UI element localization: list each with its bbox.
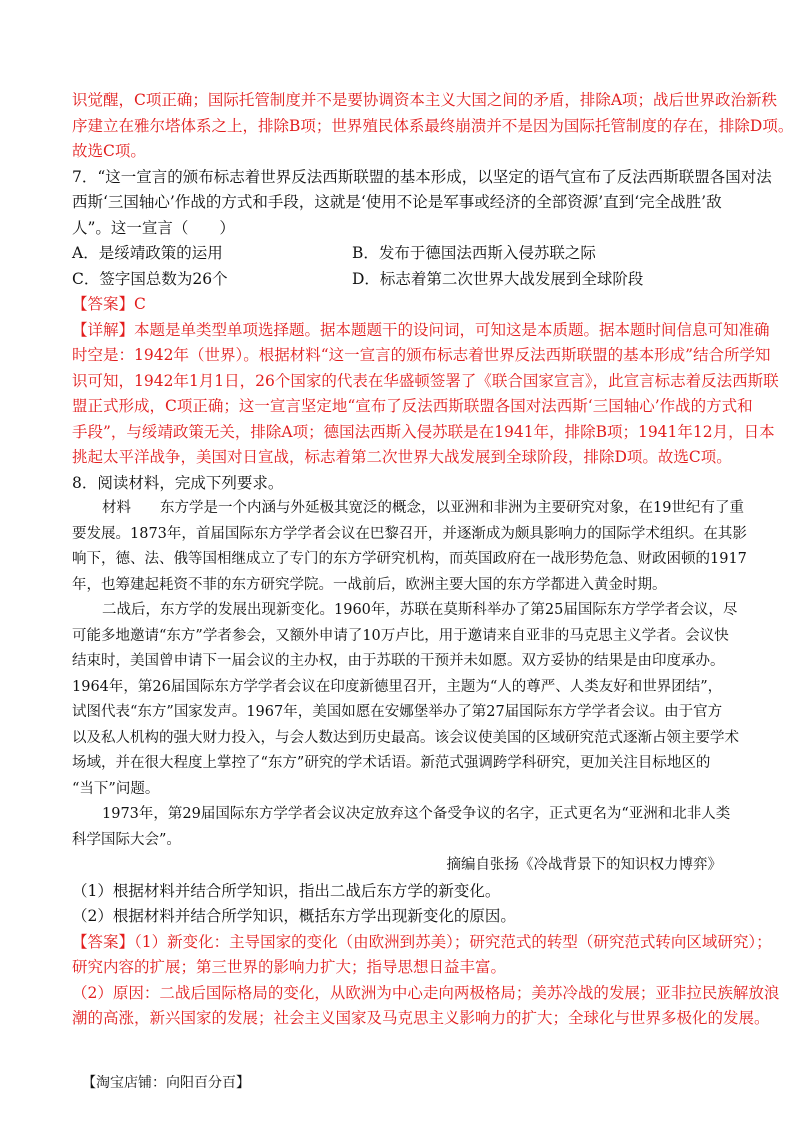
material-label: 材料 [102,500,131,516]
material-line: 场域，并在很大程度上掌控了“东方”研究的学术话语。新范式强调跨学科研究，更加关注目标地区的 [72,755,711,771]
material-line: 结束时，美国曾申请下一届会议的主办权，由于苏联的干预并未如愿。双方妥协的结果是由印度承办。 [72,653,725,669]
q8-question-1: （1）根据材料并结合所学知识，指出二战后东方学的新变化。 [72,881,501,900]
q7-explanation-line: 时空是：1942年（世界）。根据材料“这一宣言的颁布标志着世界反法西斯联盟的基本形成”结合所学知 [72,346,771,364]
q7-stem-line: 7．“这一宣言的颁布标志着世界反法西斯联盟的基本形成，以坚定的语气宣布了反法西斯联盟各国对法 [72,167,772,186]
q8-answer-line: 潮的高涨，新兴国家的发展；社会主义国家及马克思主义影响力的扩大；全球化与世界多极化的发展。 [72,1009,770,1027]
q8-answer-line: 研究内容的扩展；第三世界的影响力扩大；指导思想日益丰富。 [72,958,507,976]
material-line: 可能多地邀请“东方”学者参会，又额外申请了10万卢比，用于邀请来自亚非的马克思主义学者。会议快 [72,627,729,644]
prev-explanation-line: 序建立在雅尔塔体系之上，排除B项；世界殖民体系最终崩溃并不是因为国际托管制度的存在，排除D项。 [72,116,794,135]
q7-option-b: B．发布于德国法西斯入侵苏联之际 [352,244,596,262]
q7-explanation-line: 盟正式形成，C项正确；这一宣言坚定地“宣布了反法西斯联盟各国对法西斯‘三国轴心’作战的方式和 [72,397,753,415]
material-first-line [72,496,744,522]
material-line: 响下，德、法、俄等国相继成立了专门的东方学研究机构，而英国政府在一战形势危急、财政困顿的1917 [72,551,747,567]
q8-question-2: （2）根据材料并结合所学知识，概括东方学出现新变化的原因。 [72,907,516,925]
document-page [72,88,794,1032]
material-line: 1964年，第26届国际东方学学者会议在印度新德里召开，主题为“人的尊严、人类友好和世界团结”， [72,678,723,695]
q7-option-c: C．签字国总数为26个 [72,269,228,288]
material-text: 东方学是一个内涵与外延极其宽泛的概念，以亚洲和非洲为主要研究对象，在19世纪有了重 [160,500,744,516]
material-line: 年，也筹建起耗资不菲的东方研究学院。一战前后，欧洲主要大国的东方学都进入黄金时期。 [72,576,667,593]
q8-answer-line: 【答案】（1）新变化：主导国家的变化（由欧洲到苏美）；研究范式的转型（研究范式转向区域研究）； [72,932,772,951]
prev-explanation-line: 故选C项。 [72,142,146,160]
material-line: 二战后，东方学的发展出现新变化。1960年，苏联在莫斯科举办了第25届国际东方学学者会议，尽 [102,602,738,618]
material-source: 摘编自张扬《冷战背景下的知识权力博弈》 [446,857,722,873]
q7-explanation-line: 识可知，1942年1月1日，26个国家的代表在华盛顿签署了《联合国家宣言》，此宣言标志着反法西斯联 [72,371,779,390]
q8-stem: 8．阅读材料，完成下列要求。 [72,473,284,492]
prev-explanation-line: 识觉醒，C项正确；国际托管制度并不是要协调资本主义大国之间的矛盾，排除A项；战后世界政治新秩 [72,91,778,109]
material-line: 科学国际大会”。 [72,831,181,848]
q7-answer: 【答案】C [72,295,146,313]
material-line: 1973年，第29届国际东方学学者会议决定放弃这个备受争议的名字，正式更名为“亚洲和北非人类 [102,806,731,822]
q7-option-a: A．是绥靖政策的运用 [72,244,223,262]
material-line: 以及私人机构的强大财力投入，与会人数达到历史最高。该会议使美国的区域研究范式逐渐占领主要学术 [72,729,739,746]
q7-explanation-line: 挑起太平洋战争，美国对日宣战，标志着第二次世界大战发展到全球阶段，排除D项。故选C项。 [72,448,732,466]
material-line: “当下”问题。 [72,780,160,797]
q8-answer-line: （2）原因：二战后国际格局的变化，从欧洲为中心走向两极格局；美苏冷战的发展；亚非拉民族解放浪 [72,983,780,1002]
q7-options [72,241,732,292]
footer-shop-info: 【淘宝店铺：向阳百分百】 [82,1075,250,1091]
q7-stem-line: 西斯‘三国轴心’作战的方式和手段，这就是‘使用不论是军事或经济的全部资源’直到‘完全战胜’敌 [72,193,722,211]
q7-explanation-line: 【详解】本题是单类型单项选择题。据本题题干的设问词，可知这是本质题。据本题时间信息可知准确 [72,320,770,339]
material-line: 试图代表“东方”国家发声。1967年，美国如愿在安娜堡举办了第27届国际东方学学者会议。由于官方 [72,704,723,720]
material-line: 要发展。1873年，首届国际东方学学者会议在巴黎召开，并逐渐成为颇具影响力的国际学术组织。在其影 [72,525,747,542]
q7-stem-line: 人”。这一宣言（ ） [72,218,235,237]
q7-option-d: D．标志着第二次世界大战发展到全球阶段 [352,269,644,288]
q7-explanation-line: 手段”，与绥靖政策无关，排除A项；德国法西斯入侵苏联是在1941年，排除B项；1941年12月，日本 [72,422,775,441]
